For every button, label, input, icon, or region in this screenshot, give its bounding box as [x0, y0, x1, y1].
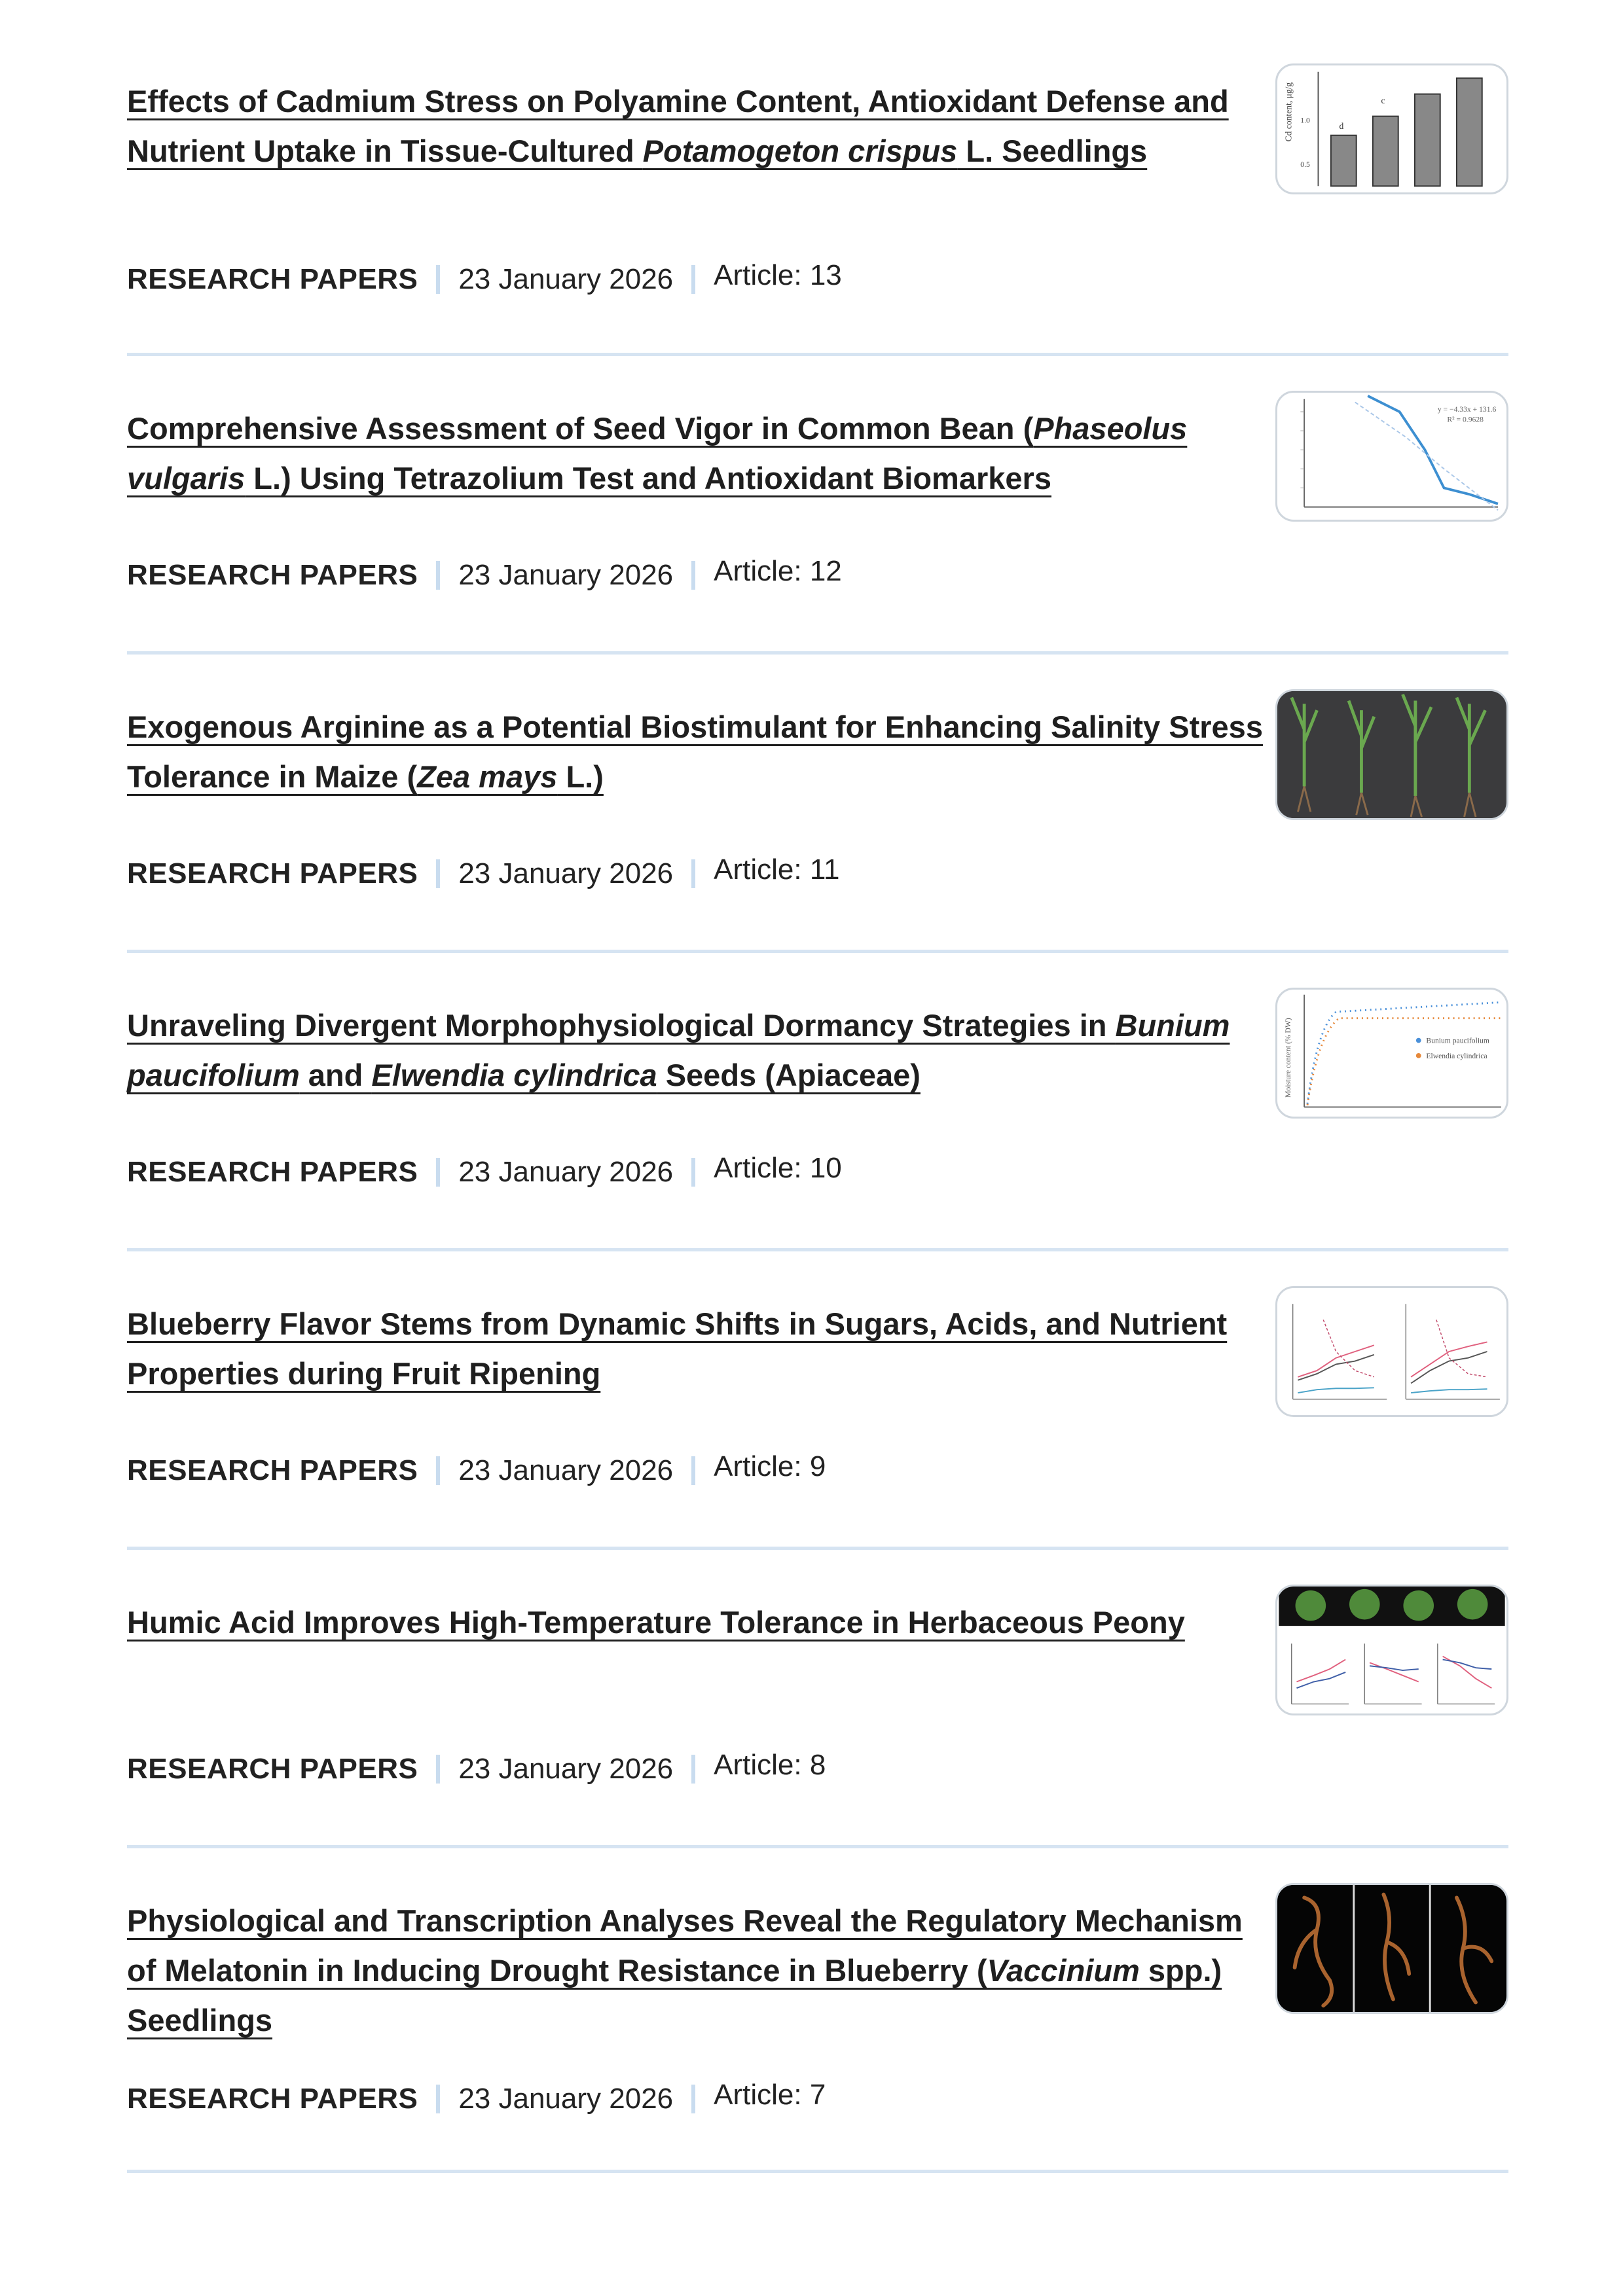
svg-text:R² = 0.9628: R² = 0.9628 — [1447, 415, 1484, 424]
meta-divider — [436, 859, 440, 888]
article-title-link[interactable]: Effects of Cadmium Stress on Polyamine Content, Antioxidant Defense and Nutrient Uptake in Tissue-Cultured Potamogeton crispus L. Seedlings — [127, 84, 1229, 168]
article-number: Article: 10 — [714, 1152, 842, 1184]
category-label[interactable]: RESEARCH PAPERS — [127, 559, 418, 591]
meta-divider — [436, 561, 440, 590]
article-title-link[interactable]: Comprehensive Assessment of Seed Vigor in Common Bean (Phaseolus vulgaris L.) Using Tetrazolium Test and Antioxidant Biomarkers — [127, 411, 1188, 495]
svg-text:1.0: 1.0 — [1300, 116, 1310, 125]
article-number: Article: 9 — [714, 1450, 826, 1482]
category-label[interactable]: RESEARCH PAPERS — [127, 857, 418, 889]
article-title[interactable] — [127, 1598, 1279, 1647]
meta-divider — [691, 1158, 695, 1187]
meta-divider — [691, 859, 695, 888]
article-title-link[interactable]: Exogenous Arginine as a Potential Biostimulant for Enhancing Salinity Stress Tolerance in Maize (Zea mays L.) — [127, 709, 1263, 794]
article-card — [127, 702, 1508, 953]
category-label[interactable]: RESEARCH PAPERS — [127, 1454, 418, 1486]
meta-divider — [691, 1456, 695, 1485]
svg-text:c: c — [1381, 96, 1385, 106]
svg-text:y = −4.33x + 131.6: y = −4.33x + 131.6 — [1437, 405, 1497, 414]
meta-divider — [436, 1456, 440, 1485]
svg-text:Elwendia cylindrica: Elwendia cylindrica — [1426, 1051, 1487, 1060]
article-card — [127, 1598, 1508, 1848]
article-title[interactable] — [127, 702, 1266, 802]
publish-date: 23 January 2026 — [458, 857, 674, 889]
svg-text:0.5: 0.5 — [1300, 160, 1310, 170]
article-title-link[interactable]: Humic Acid Improves High-Temperature Tolerance in Herbaceous Peony — [127, 1605, 1185, 1640]
article-title-link[interactable]: Physiological and Transcription Analyses Reveal the Regulatory Mechanism of Melatonin in Inducing Drought Resistance in Blueberry (Vaccinium spp.) Seedlings — [127, 1903, 1243, 2037]
article-title[interactable] — [127, 1299, 1266, 1399]
publish-date: 23 January 2026 — [458, 263, 674, 295]
publish-date: 23 January 2026 — [458, 1454, 674, 1486]
meta-divider — [436, 2085, 440, 2113]
article-title[interactable] — [127, 404, 1266, 503]
publish-date: 23 January 2026 — [458, 559, 674, 591]
category-label[interactable]: RESEARCH PAPERS — [127, 2083, 418, 2115]
moisture-curve-thumbnail[interactable] — [1275, 988, 1508, 1119]
meta-divider — [436, 1158, 440, 1187]
publish-date: 23 January 2026 — [458, 2083, 674, 2115]
multi-line-chart-thumbnail[interactable] — [1275, 1286, 1508, 1417]
meta-divider — [691, 265, 695, 294]
svg-text:d: d — [1339, 121, 1344, 131]
article-card — [127, 1299, 1508, 1550]
article-meta — [127, 1451, 826, 1490]
article-title[interactable] — [127, 1001, 1266, 1100]
meta-divider — [691, 2085, 695, 2113]
category-label[interactable]: RESEARCH PAPERS — [127, 1753, 418, 1785]
publish-date: 23 January 2026 — [458, 1156, 674, 1188]
meta-divider — [691, 1755, 695, 1784]
root-systems-photo[interactable] — [1275, 1883, 1508, 2014]
article-title-link[interactable]: Blueberry Flavor Stems from Dynamic Shifts in Sugars, Acids, and Nutrient Properties during Fruit Ripening — [127, 1306, 1228, 1391]
article-number: Article: 7 — [714, 2079, 826, 2111]
article-number: Article: 13 — [714, 259, 842, 291]
article-meta — [127, 260, 842, 299]
meta-divider — [436, 265, 440, 294]
svg-text:Moisture content (% DW): Moisture content (% DW) — [1283, 1018, 1292, 1098]
article-number: Article: 12 — [714, 555, 842, 587]
article-meta — [127, 2079, 826, 2119]
article-meta — [127, 854, 840, 893]
article-card — [127, 404, 1508, 655]
svg-text:Bunium paucifolium: Bunium paucifolium — [1426, 1036, 1489, 1045]
maize-seedlings-photo[interactable] — [1275, 689, 1508, 820]
line-chart-thumbnail[interactable] — [1275, 391, 1508, 522]
category-label[interactable]: RESEARCH PAPERS — [127, 263, 418, 295]
peony-plants-and-charts-thumbnail[interactable] — [1275, 1585, 1508, 1715]
publish-date: 23 January 2026 — [458, 1753, 674, 1785]
article-card — [127, 77, 1508, 356]
article-meta — [127, 1153, 842, 1192]
article-title[interactable] — [127, 77, 1266, 176]
meta-divider — [691, 561, 695, 590]
svg-text:Cd content, μg/g: Cd content, μg/g — [1283, 82, 1294, 142]
article-meta — [127, 1749, 826, 1789]
article-card — [127, 1001, 1508, 1251]
article-number: Article: 11 — [714, 853, 840, 886]
bar-chart-thumbnail[interactable] — [1275, 63, 1508, 194]
article-title[interactable] — [127, 1896, 1266, 2045]
article-meta — [127, 556, 842, 595]
article-card — [127, 1896, 1508, 2173]
category-label[interactable]: RESEARCH PAPERS — [127, 1156, 418, 1188]
article-title-link[interactable]: Unraveling Divergent Morphophysiological Dormancy Strategies in Bunium paucifolium and Elwendia cylindrica Seeds (Apiaceae) — [127, 1008, 1230, 1092]
article-number: Article: 8 — [714, 1749, 826, 1781]
meta-divider — [436, 1755, 440, 1784]
